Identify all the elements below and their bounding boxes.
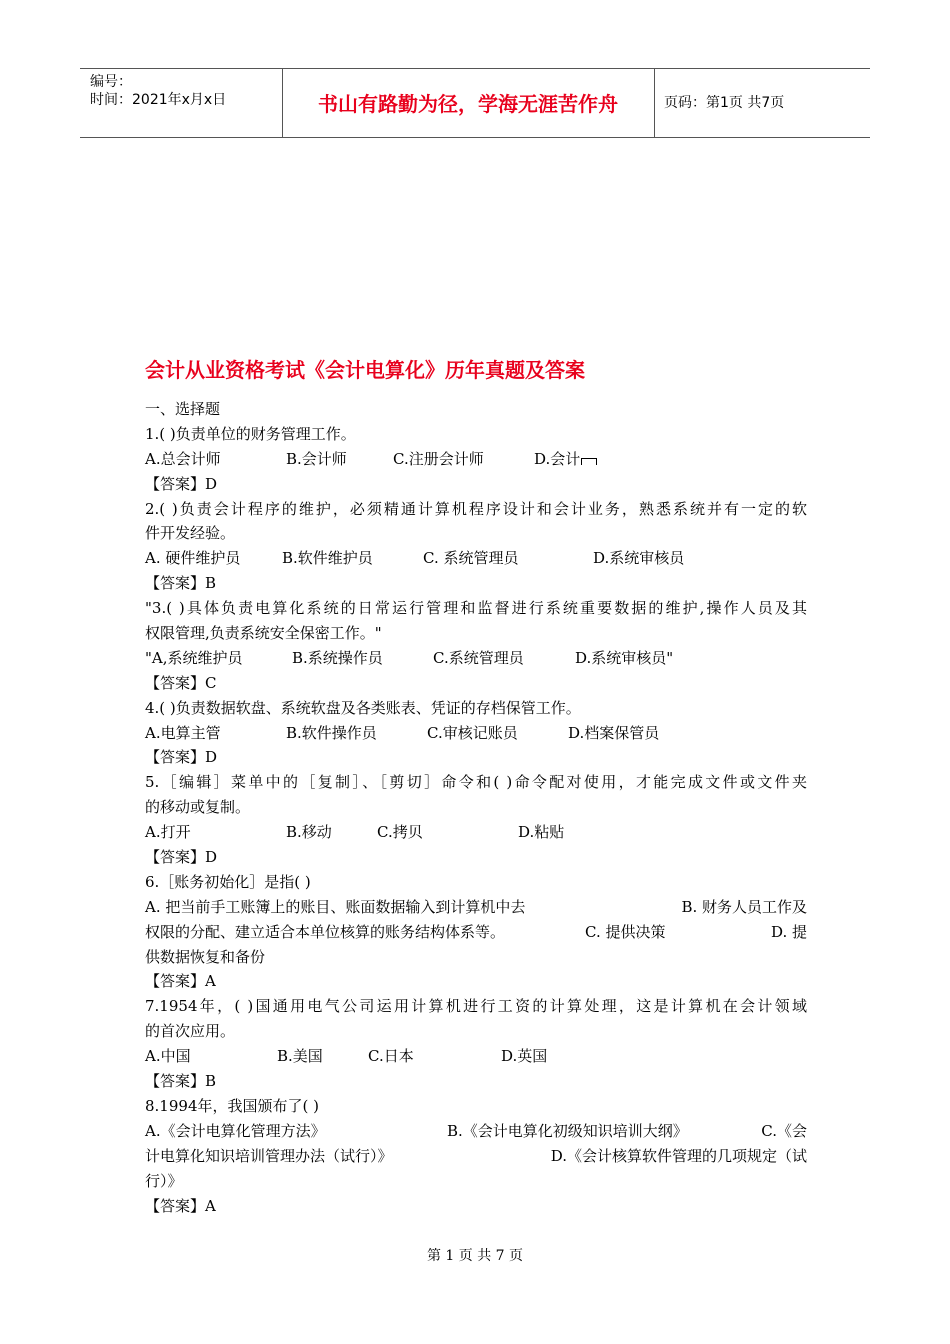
option-a: A. 把当前手工账簿上的账目、账面数据输入到计算机中去 bbox=[145, 897, 526, 916]
option-c: C.系统管理员 bbox=[433, 648, 524, 667]
question-8-options-line2 bbox=[145, 1144, 807, 1169]
option-c: C. 提供决策 bbox=[585, 922, 666, 941]
question-5-stem-line1: 5.［编辑］菜单中的［复制］、［剪切］命令和( )命令配对使用，才能完成文件或文件夹 bbox=[145, 773, 807, 792]
edit-mark-icon bbox=[581, 458, 597, 465]
option-a: A.总会计师 bbox=[145, 449, 221, 468]
option-a-continued: 权限的分配、建立适合本单位核算的账务结构体系等。 bbox=[145, 922, 506, 941]
option-a: A.中国 bbox=[145, 1047, 191, 1066]
question-2-stem-line2: 件开发经验。 bbox=[145, 524, 236, 543]
option-b: B.系统操作员 bbox=[292, 648, 383, 667]
question-3-options bbox=[145, 646, 807, 671]
number-label: 编号： bbox=[90, 74, 132, 90]
question-8-answer: 【答案】A bbox=[145, 1196, 216, 1215]
option-b: B. 财务人员工作及 bbox=[681, 897, 807, 916]
option-d: D.粘贴 bbox=[518, 823, 565, 842]
option-c-continued: 计电算化知识培训管理办法（试行）》 bbox=[145, 1146, 393, 1165]
option-b: B.移动 bbox=[286, 823, 332, 842]
option-c: C.日本 bbox=[368, 1047, 414, 1066]
question-8-options-line1 bbox=[145, 1119, 807, 1144]
question-6-options-line2 bbox=[145, 920, 807, 945]
section-heading: 一、选择题 bbox=[145, 400, 221, 418]
option-a: "A,系统维护员 bbox=[145, 648, 243, 667]
option-a: A.电算主管 bbox=[145, 723, 221, 742]
question-8-options-line3: 行）》 bbox=[145, 1171, 183, 1190]
question-7-stem-line1: 7.1954年，( )国通用电气公司运用计算机进行工资的计算处理，这是计算机在会计领域 bbox=[145, 997, 807, 1016]
question-1-options bbox=[145, 447, 807, 472]
option-d-text: D.会计 bbox=[534, 449, 581, 468]
question-7-stem-line2: 的首次应用。 bbox=[145, 1022, 236, 1041]
option-c: C. 系统管理员 bbox=[423, 549, 519, 568]
question-7-answer: 【答案】B bbox=[145, 1072, 217, 1091]
question-2-answer: 【答案】B bbox=[145, 574, 217, 593]
page-footer: 第 1 页 共 7 页 bbox=[426, 1248, 524, 1264]
question-2-options bbox=[145, 546, 807, 571]
option-b: B.软件维护员 bbox=[282, 549, 373, 568]
option-c: C.审核记账员 bbox=[427, 723, 518, 742]
page-header bbox=[80, 68, 870, 138]
option-c: C.《会 bbox=[761, 1121, 807, 1140]
question-3-answer: 【答案】C bbox=[145, 673, 217, 692]
option-b: B.会计师 bbox=[286, 449, 347, 468]
question-4-stem: 4.( )负责数据软盘、系统软盘及各类账表、凭证的存档保管工作。 bbox=[145, 698, 581, 717]
option-a: A.打开 bbox=[145, 823, 191, 842]
header-meta bbox=[80, 69, 283, 137]
question-1-answer: 【答案】D bbox=[145, 474, 218, 493]
question-2-stem-line1: 2.( )负责会计程序的维护，必须精通计算机程序设计和会计业务，熟悉系统并有一定的软 bbox=[145, 499, 807, 518]
option-d: D.系统审核员" bbox=[575, 648, 674, 667]
question-6-answer: 【答案】A bbox=[145, 972, 216, 991]
question-8-stem: 8.1994年，我国颁布了( ) bbox=[145, 1096, 319, 1115]
document-title: 会计从业资格考试《会计电算化》历年真题及答案 bbox=[145, 358, 585, 382]
question-1-stem: 1.( )负责单位的财务管理工作。 bbox=[145, 424, 356, 443]
option-d: D.英国 bbox=[501, 1047, 548, 1066]
option-b: B.美国 bbox=[277, 1047, 323, 1066]
question-3-stem-line1: "3.( )具体负责电算化系统的日常运行管理和监督进行系统重要数据的维护,操作人员及其 bbox=[145, 599, 807, 618]
option-a: A.《会计电算化管理方法》 bbox=[145, 1121, 326, 1140]
question-7-options bbox=[145, 1044, 807, 1069]
question-3-stem-line2: 权限管理,负责系统安全保密工作。" bbox=[145, 624, 382, 643]
option-c: C.注册会计师 bbox=[393, 449, 484, 468]
question-6-stem: 6.［账务初始化］是指( ) bbox=[145, 872, 311, 891]
question-6-options-line1 bbox=[145, 895, 807, 920]
header-motto-cell bbox=[282, 69, 655, 137]
motto: 书山有路勤为径，学海无涯苦作舟 bbox=[318, 92, 618, 116]
option-b: B.软件操作员 bbox=[286, 723, 377, 742]
document-body bbox=[145, 397, 807, 1218]
option-c: C.拷贝 bbox=[377, 823, 423, 842]
option-d: D.《会计核算软件管理的几项规定（试 bbox=[550, 1146, 807, 1165]
page-info: 页码：第1页 共7页 bbox=[664, 95, 785, 111]
option-d bbox=[534, 447, 597, 472]
question-5-answer: 【答案】D bbox=[145, 848, 218, 867]
option-d: D.档案保管员 bbox=[568, 723, 660, 742]
question-5-stem-line2: 的移动或复制。 bbox=[145, 798, 251, 817]
option-b: B.《会计电算化初级知识培训大纲》 bbox=[447, 1121, 688, 1140]
option-d: D. 提 bbox=[770, 922, 807, 941]
question-4-options bbox=[145, 721, 807, 746]
question-4-answer: 【答案】D bbox=[145, 748, 218, 767]
header-page-cell bbox=[655, 69, 870, 137]
option-d: D.系统审核员 bbox=[593, 549, 685, 568]
option-a: A. 硬件维护员 bbox=[145, 549, 241, 568]
question-5-options bbox=[145, 820, 807, 845]
question-6-options-line3: 供数据恢复和备份 bbox=[145, 947, 266, 966]
time-label: 时间：2021年x月x日 bbox=[90, 92, 227, 108]
